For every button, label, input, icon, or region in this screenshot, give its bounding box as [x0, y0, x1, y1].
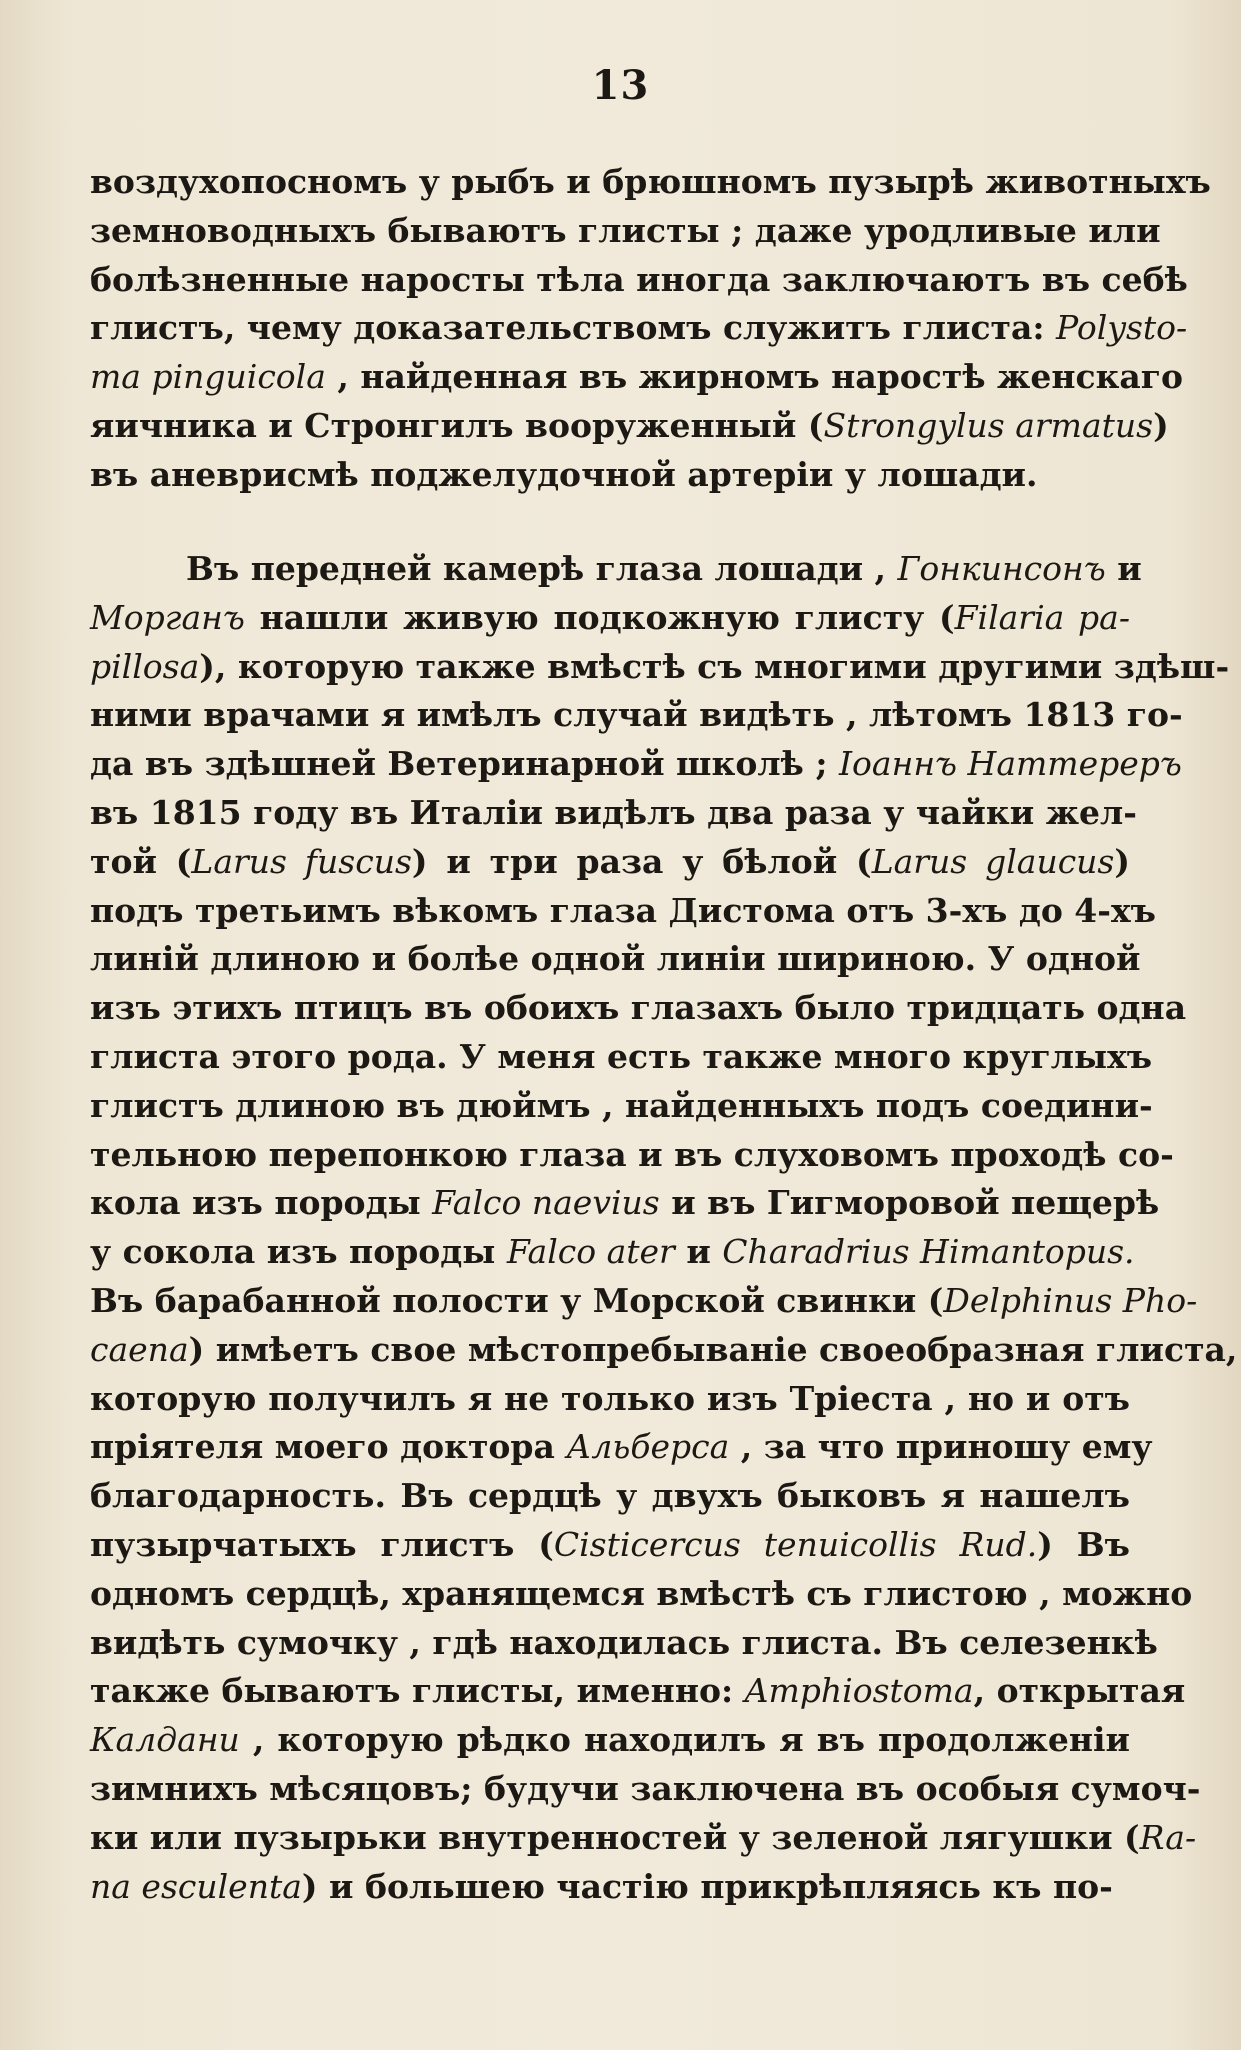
text-run: ): [1114, 841, 1130, 881]
italic-term: Калдани: [90, 1720, 240, 1760]
text-run: которую получилъ я не только изъ Тріеста , но и отъ: [90, 1378, 1130, 1418]
text-run: земноводныхъ бываютъ глисты ; даже уродливые или: [90, 210, 1161, 250]
text-line: [90, 691, 1183, 740]
page-number: 13: [591, 62, 650, 109]
text-run: благодарность. Въ сердцѣ у двухъ быковъ я нашелъ: [90, 1476, 1130, 1516]
text-run: и: [674, 1232, 723, 1272]
text-line: [90, 1521, 1130, 1570]
text-run: тельною перепонкою глаза и въ слуховомъ проходѣ со-: [90, 1134, 1174, 1174]
italic-term: Amphiostoma: [744, 1671, 974, 1711]
text-line: [90, 304, 1188, 353]
text-run: и въ Гигморовой пещерѣ: [659, 1183, 1160, 1223]
text-line: [90, 402, 1169, 451]
italic-term: caena: [90, 1329, 189, 1369]
text-line: [90, 1570, 1193, 1619]
text-run: , найденная въ жирномъ наростѣ женскаго: [325, 357, 1184, 397]
italic-term: Cisticercus tenuicollis Rud.: [553, 1524, 1038, 1564]
paragraph-1: [90, 158, 1211, 500]
text-run: пріятеля моего доктора: [90, 1427, 567, 1467]
text-line: [90, 1082, 1153, 1131]
italic-term: Гонкинсонъ: [897, 549, 1106, 588]
text-run: ) и большею частію прикрѣпляясь къ по-: [301, 1866, 1113, 1906]
text-run: той (: [90, 841, 192, 881]
text-run: зимнихъ мѣсяцовъ; будучи заключена въ особыя сумоч-: [90, 1768, 1201, 1808]
text-run: да въ здѣшней Ветеринарной школѣ ;: [90, 744, 839, 784]
text-line: [90, 838, 1130, 887]
italic-term: Ra-: [1139, 1817, 1197, 1857]
text-line: [90, 1131, 1174, 1180]
text-line: [90, 158, 1211, 207]
text-line: [90, 594, 1130, 643]
text-run: и: [1105, 549, 1142, 588]
italic-term: Falco naevius: [432, 1183, 660, 1223]
text-line: [90, 887, 1156, 936]
text-run: ) и три раза у бѣлой (: [411, 841, 872, 881]
text-run: , за что приношу ему: [729, 1427, 1153, 1467]
text-line: [90, 1277, 1198, 1326]
text-line: [90, 1326, 1238, 1375]
italic-term: Filaria pa-: [954, 597, 1130, 637]
text-run: одномъ сердцѣ, хранящемся вмѣстѣ съ глистою , можно: [90, 1573, 1193, 1613]
italic-term: Морганъ: [90, 597, 245, 637]
text-line: [90, 1472, 1130, 1521]
text-run: линій длиною и болѣе одной линіи шириною. У одной: [90, 939, 1141, 979]
text-line: [90, 207, 1161, 256]
text-line: [90, 1179, 1160, 1228]
text-run: глистъ длиною въ дюймъ , найденныхъ подъ соедини-: [90, 1085, 1153, 1125]
text-run: у сокола изъ породы: [90, 1232, 507, 1272]
text-run: ними врачами я имѣлъ случай видѣть , лѣтомъ 1813 го-: [90, 695, 1183, 735]
italic-term: Falco ater: [506, 1232, 675, 1272]
text-line: [90, 1765, 1201, 1814]
text-line: [90, 935, 1141, 984]
text-line: [90, 1228, 1135, 1277]
text-line: [90, 1716, 1130, 1765]
text-run: нашли живую подкожную глисту (: [244, 597, 955, 637]
text-run: видѣть сумочку , гдѣ находилась глиста. Въ селезенкѣ: [90, 1622, 1158, 1662]
text-run: въ 1815 году въ Италіи видѣлъ два раза у чайки жел-: [90, 792, 1137, 832]
italic-term: pillosa: [90, 646, 200, 686]
text-run: пузырчатыхъ глистъ (: [90, 1524, 554, 1564]
text-run: воздухопосномъ у рыбъ и брюшномъ пузырѣ животныхъ: [90, 162, 1211, 201]
text-run: въ аневрисмѣ поджелудочной артеріи у лошади.: [90, 454, 1038, 494]
text-line: [90, 1423, 1153, 1472]
text-line: [90, 1814, 1197, 1863]
text-run: глистъ, чему доказательствомъ служитъ глиста:: [90, 308, 1057, 348]
italic-term: Larus glaucus: [871, 841, 1115, 881]
italic-term: Larus fuscus: [191, 841, 412, 881]
text-line: [90, 1863, 1130, 1912]
italic-term: Polysto-: [1056, 308, 1188, 348]
text-line: [90, 256, 1188, 305]
italic-term: Іоаннъ Наттереръ: [839, 744, 1182, 784]
text-run: подъ третьимъ вѣкомъ глаза Дистома отъ 3-хъ до 4-хъ: [90, 890, 1156, 930]
text-line: [90, 1033, 1153, 1082]
text-line: [90, 353, 1184, 402]
text-run: ) имѣетъ свое мѣстопребываніе своеобразная глиста,: [188, 1329, 1238, 1369]
italic-term: Charadrius Himantopus.: [722, 1232, 1135, 1272]
text-run: кола изъ породы: [90, 1183, 433, 1223]
italic-term: Strongylus armatus: [823, 405, 1154, 445]
text-line: [90, 1619, 1158, 1668]
text-run: ) Въ: [1037, 1524, 1130, 1564]
text-line: [90, 451, 1130, 500]
text-run: глиста этого рода. У меня есть также много круглыхъ: [90, 1036, 1153, 1076]
text-run: также бываютъ глисты, именно:: [90, 1671, 745, 1711]
italic-term: ma pinguicola: [90, 357, 326, 397]
text-run: Въ передней камерѣ глаза лошади ,: [186, 549, 898, 588]
text-run: изъ этихъ птицъ въ обоихъ глазахъ было тридцать одна: [90, 988, 1187, 1028]
text-line: [90, 1667, 1186, 1716]
text-line: [90, 789, 1137, 838]
text-run: ), которую также вмѣстѣ съ многими другими здѣш-: [199, 646, 1230, 686]
text-run: Въ барабанной полости у Морской свинки (: [90, 1280, 944, 1320]
text-run: , открытая: [973, 1671, 1186, 1711]
text-line: [90, 984, 1187, 1033]
text-line: [90, 643, 1230, 692]
text-line: [90, 1375, 1130, 1424]
italic-term: Альберса: [566, 1427, 730, 1467]
italic-term: Delphinus Pho-: [943, 1280, 1198, 1320]
text-line: [90, 545, 1142, 594]
paragraph-2: [90, 545, 1238, 1911]
text-line: [90, 740, 1182, 789]
text-run: ): [1153, 405, 1169, 445]
text-run: , которую рѣдко находилъ я въ продолженіи: [239, 1720, 1130, 1760]
text-run: болѣзненные наросты тѣла иногда заключаютъ въ себѣ: [90, 259, 1188, 299]
text-run: яичника и Стронгилъ вооруженный (: [90, 405, 824, 445]
italic-term: na esculenta: [90, 1866, 302, 1906]
text-run: ки или пузырьки внутренностей у зеленой лягушки (: [90, 1817, 1140, 1857]
